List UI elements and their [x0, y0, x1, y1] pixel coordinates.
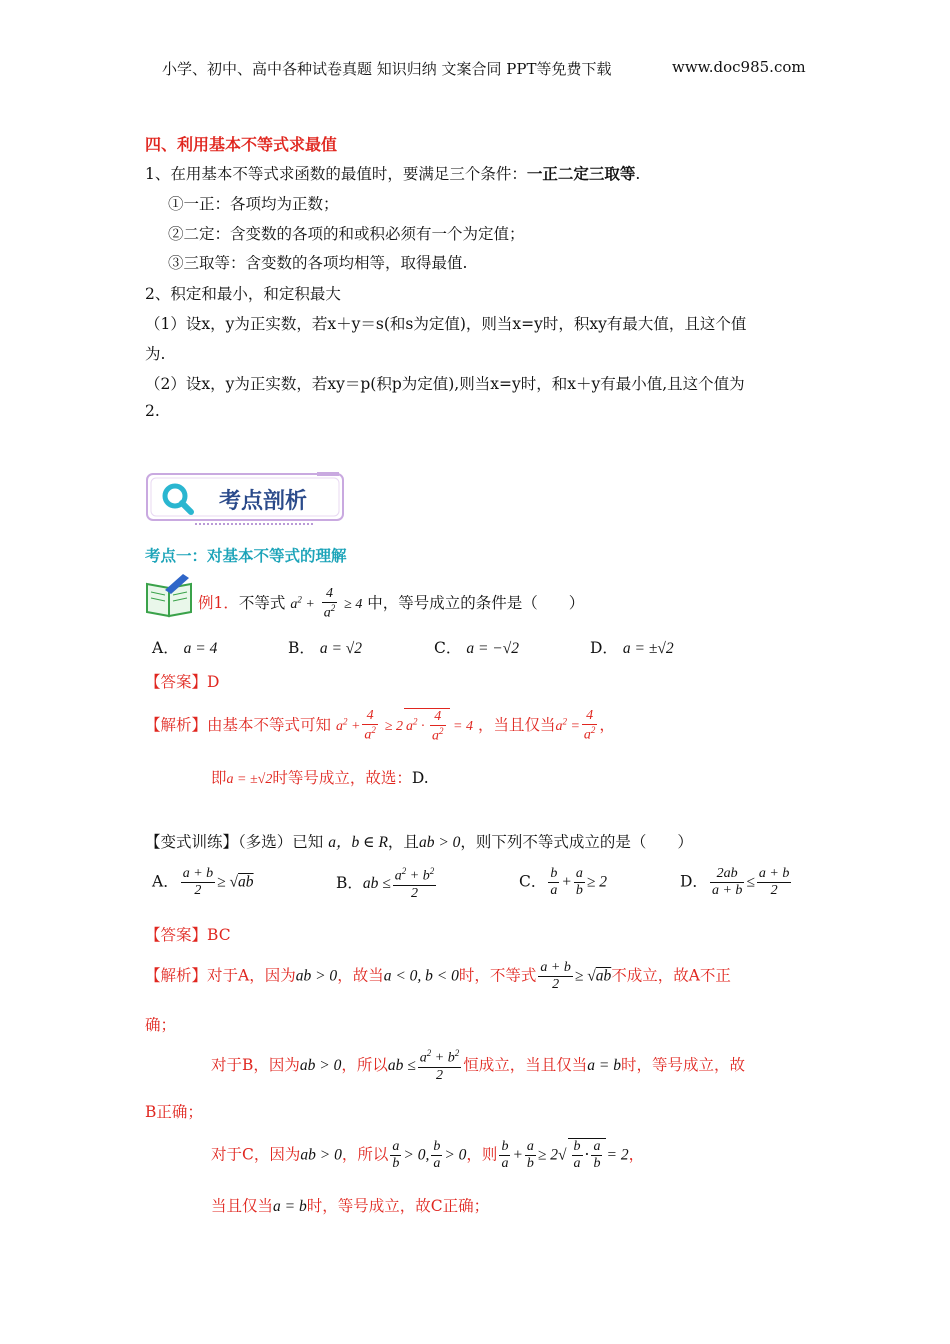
- variant-question: 【变式训练】（多选）已知 a，b ∈ R，且ab > 0，则下列不等式成立的是（ ）: [145, 833, 693, 851]
- answer-1: 【答案】D: [145, 673, 220, 691]
- option-a[interactable]: A． a = 4: [152, 639, 218, 657]
- analysis-2-c-line2: 当且仅当a = b时，等号成立，故C正确；: [211, 1197, 490, 1215]
- variant-option-a[interactable]: A． $\frac{a + b}{2}$ ≥ √ab: [152, 866, 254, 899]
- search-icon: [161, 482, 195, 516]
- variant-option-c[interactable]: C． $\frac{b}{a}$ + $\frac{a}{b}$ ≥ 2: [519, 866, 607, 899]
- analysis-1-line2: 即a = ±√2时等号成立，故选：D.: [211, 769, 429, 787]
- option-b[interactable]: B． a = √2: [288, 639, 363, 657]
- paragraph-2a-line2: 为.: [145, 345, 166, 363]
- section-title: 四、利用基本不等式求最值: [145, 135, 338, 154]
- variant-option-d[interactable]: D． $\frac{2ab}{a + b}$ ≤ $\frac{a + b}{2}$: [680, 866, 790, 899]
- badge-title: 考点剖析: [219, 489, 308, 514]
- analysis-2-a-line1: 【解析】对于A，因为ab > 0，故当a < 0, b < 0时，不等式 $\frac{a + b}{2}$ ≥ √ab不成立，故A不正: [145, 960, 731, 993]
- condition-1: ①一正：各项均为正数；: [168, 195, 339, 213]
- analysis-2-b-line2: B正确；: [145, 1103, 203, 1121]
- kaodian-title: 考点一：对基本不等式的理解: [145, 546, 347, 565]
- header-url[interactable]: www.doc985.com: [672, 58, 806, 76]
- paragraph-1: 1、在用基本不等式求函数的最值时，要满足三个条件：一正二定三取等.: [145, 164, 641, 183]
- option-c[interactable]: C． a = −√2: [434, 639, 519, 657]
- condition-3: ③三取等：含变数的各项均相等，取得最值.: [168, 254, 468, 272]
- book-pencil-icon: [143, 572, 197, 618]
- paragraph-2b-line1: （2）设x，y为正实数，若xy＝p(积p为定值),则当x=y时，和x＋y有最小值,且这个值为: [145, 375, 745, 393]
- paragraph-2b-line2: 2.: [145, 402, 160, 420]
- paragraph-2: 2、积定和最小，和定积最大: [145, 285, 341, 303]
- analysis-2-b-line1: 对于B，因为ab > 0，所以ab ≤ $\frac{a^2 + b^2}{2}$ 恒成立，当且仅当a = b时，等号成立，故: [211, 1048, 745, 1083]
- header-text: 小学、初中、高中各种试卷真题 知识归纳 文案合同 PPT等免费下载: [162, 60, 612, 78]
- option-d[interactable]: D． a = ±√2: [590, 639, 674, 657]
- analysis-2-c-line1: 对于C，因为ab > 0，所以 $\frac{a}{b}$ > 0, $\frac{b}{a}$ > 0，则 $\frac{b}{a}$ + $\frac{a}{b}$ ≥ 2√ $\frac{b}{a}$ · $\frac{a}{b}$ = 2，: [211, 1139, 645, 1172]
- paragraph-2a-line1: （1）设x，y为正实数，若x＋y＝s(和s为定值)，则当x=y时，积xy有最大值，且这个值: [145, 315, 747, 333]
- condition-2: ②二定：含变数的各项的和或积必须有一个为定值；: [168, 225, 525, 243]
- example-1: 例1．不等式 $a^2$ + $\frac{4}{a^2}$ ≥ 4 中，等号成立的条件是（ ）: [198, 586, 585, 621]
- section-badge: [145, 470, 345, 528]
- analysis-2-a-line2: 确；: [145, 1016, 177, 1034]
- variant-option-b[interactable]: B．ab ≤ $\frac{a^2 + b^2}{2}$: [336, 866, 435, 901]
- answer-2: 【答案】BC: [145, 926, 231, 944]
- analysis-1-line1: 【解析】由基本不等式可知 $a^2$ + $\frac{4}{a^2}$ ≥ 2 $a^2$ · $\frac{4}{a^2}$ = 4 ，当且仅当$a^2$ = $\frac{4}{a^2}$ ，: [145, 708, 615, 744]
